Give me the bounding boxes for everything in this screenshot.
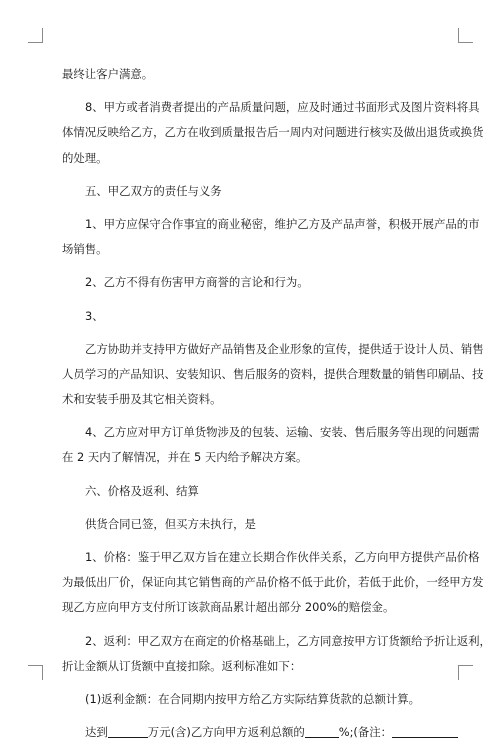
- paragraph-line: 最终让客户满意。: [62, 67, 154, 81]
- document-body: [62, 62, 491, 745]
- paragraph-line: 供货合同已签，但买方未执行，是: [85, 516, 256, 531]
- paragraph-line: 术和安装手册及其它相关资料。: [62, 392, 222, 407]
- crop-mark-bottom-left: [28, 665, 43, 680]
- clause-4: 4、乙方应对甲方订单货物涉及的包装、运输、安装、售后服务等出现的问题需: [85, 425, 480, 440]
- crop-mark-top-left: [28, 28, 43, 43]
- paragraph-line: 为最低出厂价，保证向其它销售商的产品价格不低于此价，若低于此价，一经甲方发: [62, 575, 484, 590]
- crop-mark-bottom-right: [458, 665, 473, 680]
- section-heading-6: 六、价格及返利、结算: [85, 483, 199, 498]
- paragraph-line: 的处理。: [62, 150, 108, 165]
- paragraph-line: 乙方协助并支持甲方做好产品销售及企业形象的宣传，提供适于设计人员、销售: [85, 341, 484, 356]
- crop-mark-top-right: [458, 28, 473, 43]
- clause-3: 3、: [85, 308, 104, 323]
- clause-1: 1、甲方应保守合作事宜的商业秘密，维护乙方及产品声誉，积极开展产品的市: [85, 216, 480, 231]
- rebate-amount-line: (1)返利金额：在合同期内按甲方给乙方实际结算货款的总额计算。: [85, 691, 421, 706]
- clause-8: 8、甲方或者消费者提出的产品质量问题，应及时通过书面形式及图片资料将具: [85, 100, 480, 115]
- paragraph-line: 场销售。: [62, 242, 108, 257]
- clause-price: 1、价格：鉴于甲乙双方旨在建立长期合作伙伴关系，乙方向甲方提供产品价格: [85, 550, 480, 564]
- paragraph-line: 在 2 天内了解情况，并在 5 天内给予解决方案。: [62, 450, 308, 465]
- clause-2: 2、乙方不得有伤害甲方商誉的言论和行为。: [85, 275, 309, 290]
- blank-amount: [108, 723, 148, 738]
- paragraph-line: 折让金额从订货额中直接扣除。返利标准如下：: [62, 658, 302, 673]
- blank-remark: [392, 723, 458, 738]
- clause-rebate: 2、返利：甲乙双方在商定的价格基础上，乙方同意按甲方订货额给予折让返利，: [85, 633, 491, 648]
- blank-percent: [305, 723, 339, 738]
- paragraph-line: 现乙方应向甲方支付所订该款商品累计超出部分 200%的赔偿金。: [62, 600, 395, 615]
- paragraph-line: 人员学习的产品知识、安装知识、售后服务的资料，提供合理数量的销售印刷品、技: [62, 366, 484, 381]
- line-text: 万元(含)乙方向甲方返利总额的: [147, 725, 305, 740]
- line-text: %;(备注：: [338, 725, 393, 740]
- section-heading-5: 五、甲乙双方的责任与义务: [85, 183, 222, 198]
- paragraph-line: 体情况反映给乙方，乙方在收到质量报告后一周内对问题进行核实及做出退货或换货: [62, 125, 484, 140]
- line-text: 达到: [85, 725, 108, 740]
- rebate-threshold-line: [62, 720, 442, 745]
